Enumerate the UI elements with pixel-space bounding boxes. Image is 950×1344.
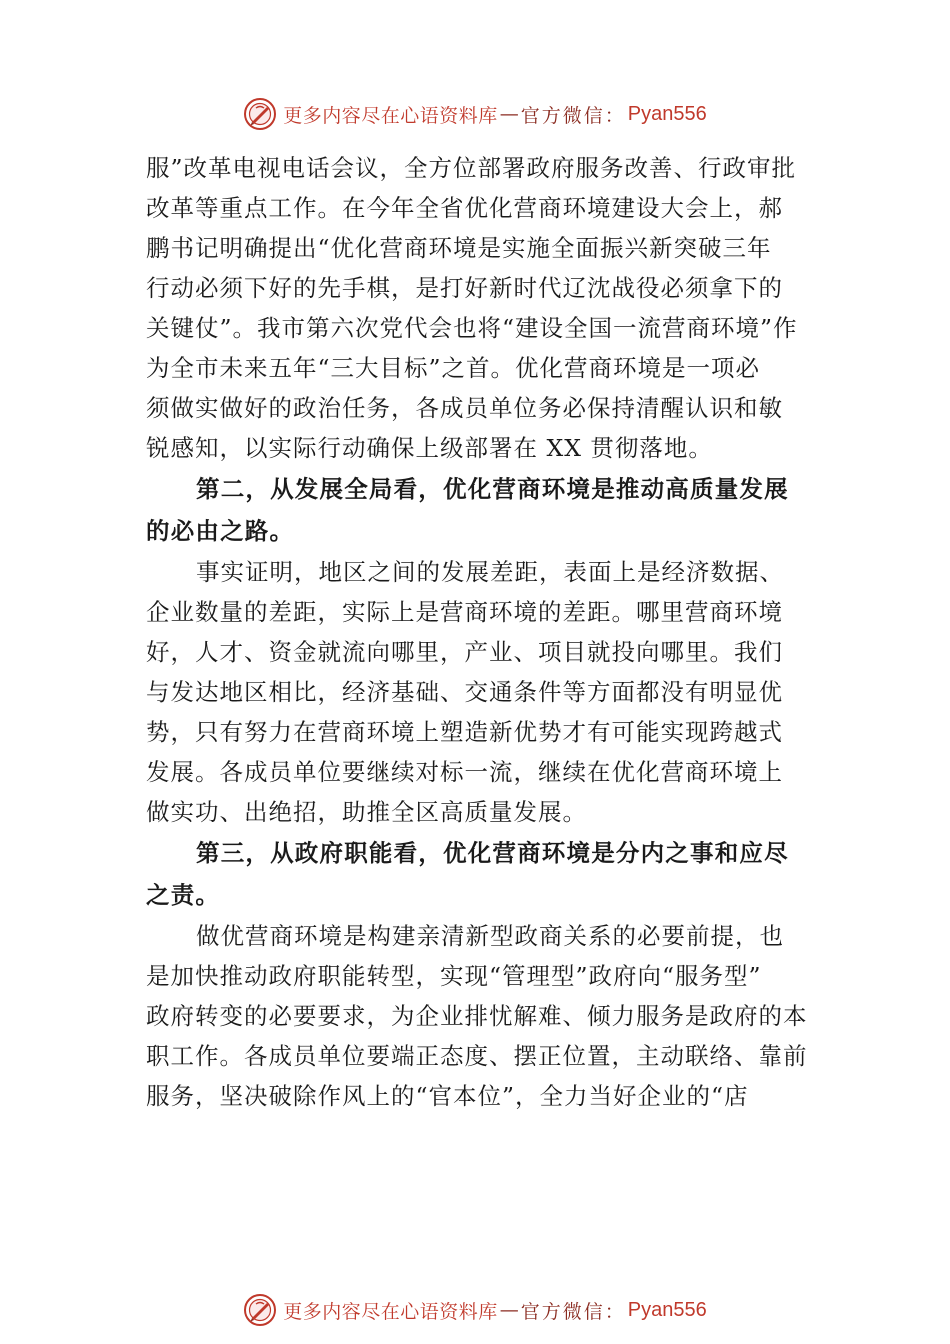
body-line: 为全市未来五年“三大目标”之首。优化营商环境是一项必 [146,354,761,382]
pen-logo-icon [243,1293,277,1327]
footer-wechat-id: Pyan556 [627,1298,707,1321]
body-line: 企业数量的差距，实际上是营商环境的差距。哪里营商环境 [146,598,783,626]
body-line: 改革等重点工作。在今年全省优化营商环境建设大会上，郝 [146,194,783,222]
body-line: 锐感知，以实际行动确保上级部署在 XX 贯彻落地。 [146,434,713,462]
document-body [146,148,836,1116]
body-line: 发展。各成员单位要继续对标一流，继续在优化营商环境上 [146,758,783,786]
section-heading: 第三，从政府职能看，优化营商环境是分内之事和应尽 [196,839,789,867]
body-line: 势，只有努力在营商环境上塑造新优势才有可能实现跨越式 [146,718,783,746]
footer-banner-label: 官方微信： [520,1300,626,1323]
footer-banner-text: 更多内容尽在心语资料库 [283,1300,498,1323]
section-heading: 之责。 [146,881,221,909]
header-banner [0,94,950,134]
section-heading: 第二，从发展全局看，优化营商环境是推动高质量发展 [196,475,789,503]
header-banner-separator: — [499,103,519,125]
body-line: 关键仗”。我市第六次党代会也将“建设全国一流营商环境”作 [146,314,798,342]
body-line: 好，人才、资金就流向哪里，产业、项目就投向哪里。我们 [146,638,783,666]
footer-banner-separator: — [499,1299,519,1321]
body-line: 做优营商环境是构建亲清新型政商关系的必要前提，也 [196,922,784,950]
body-line: 鹏书记明确提出“优化营商环境是实施全面振兴新突破三年 [146,234,772,262]
body-line: 与发达地区相比，经济基础、交通条件等方面都没有明显优 [146,678,783,706]
body-line: 是加快推动政府职能转型，实现“管理型”政府向“服务型” [146,962,762,990]
body-line: 职工作。各成员单位要端正态度、摆正位置，主动联络、靠前 [146,1042,808,1070]
body-line: 服务，坚决破除作风上的“官本位”，全力当好企业的“店 [146,1082,749,1110]
body-line: 行动必须下好的先手棋，是打好新时代辽沈战役必须拿下的 [146,274,783,302]
body-line: 事实证明，地区之间的发展差距，表面上是经济数据、 [196,558,784,586]
header-banner-text: 更多内容尽在心语资料库 [283,104,498,127]
body-line: 须做实做好的政治任务，各成员单位务必保持清醒认识和敏 [146,394,783,422]
section-heading: 的必由之路。 [146,517,295,545]
header-banner-label: 官方微信： [520,104,626,127]
header-wechat-id: Pyan556 [627,102,707,125]
body-line: 做实功、出绝招，助推全区高质量发展。 [146,798,587,826]
pen-logo-icon [243,97,277,131]
footer-banner [0,1290,950,1330]
body-line: 政府转变的必要要求，为企业排忧解难、倾力服务是政府的本 [146,1002,808,1030]
body-line: 服”改革电视电话会议，全方位部署政府服务改善、行政审批 [146,154,797,182]
